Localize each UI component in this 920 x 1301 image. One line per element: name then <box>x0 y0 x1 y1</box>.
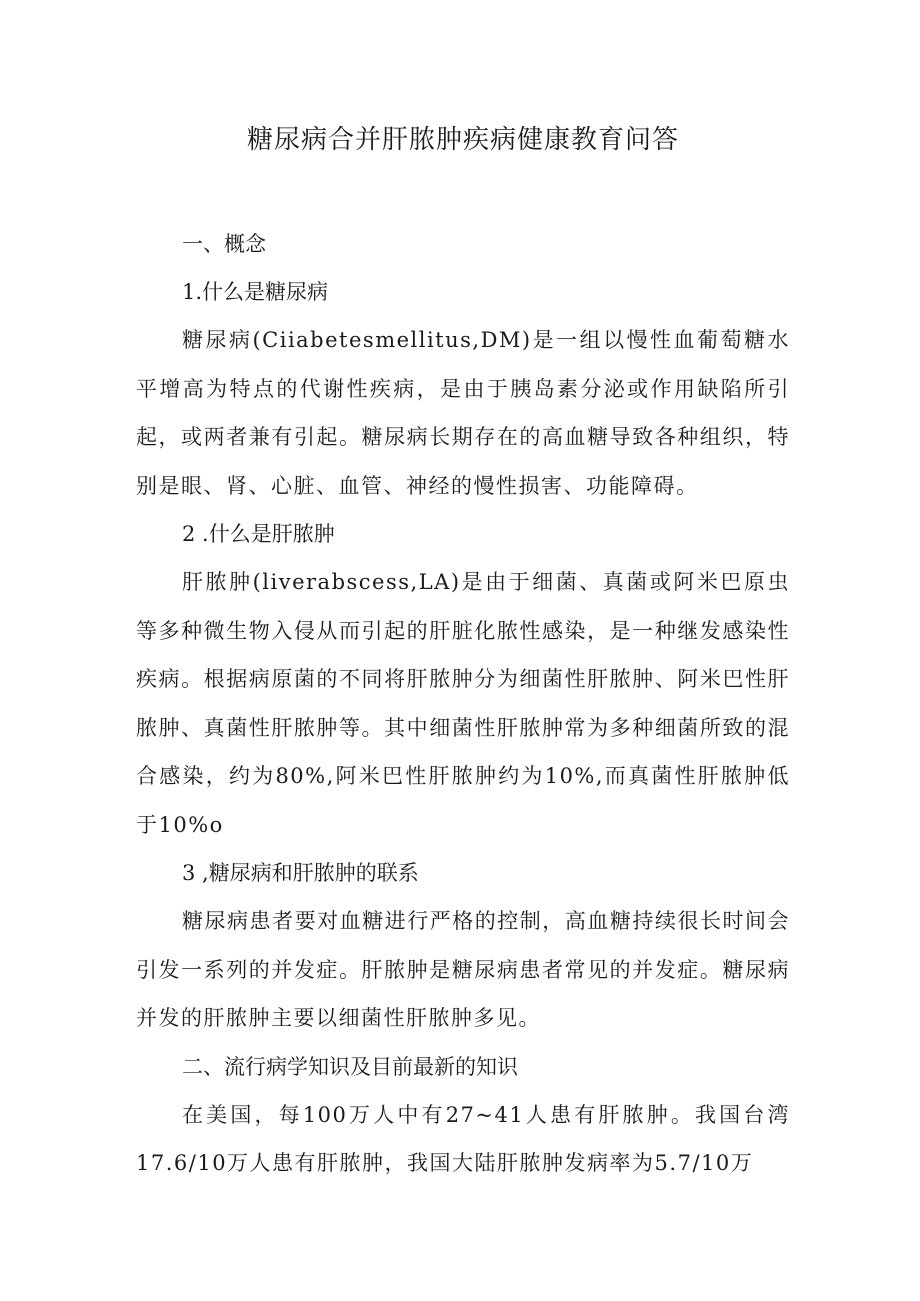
paragraph-liver-abscess-definition: 肝脓肿(liverabscess,LA)是由于细菌、真菌或阿米巴原虫等多种微生物入侵从而引起的肝脏化脓性感染，是一种继发感染性疾病。根据病原菌的不同将肝脓肿分为细菌性肝脓肿、阿米巴性肝脓肿、真菌性肝脓肿等。其中细菌性肝脓肿常为多种细菌所致的混合感染，约为80%,阿米巴性肝脓肿约为10%,而真菌性肝脓肿低于10%o <box>136 570 790 837</box>
question-heading-diabetes: 1.什么是糖尿病 <box>182 280 329 304</box>
document-title: 糖尿病合并肝脓肿疾病健康教育问答 <box>246 125 679 155</box>
paragraph-diabetes-definition: 糖尿病(Ciiabetesmellitus,DM)是一组以慢性血葡萄糖水平增高为特点的代谢性疾病，是由于胰岛素分泌或作用缺陷所引起，或两者兼有引起。糖尿病长期存在的高血糖导致各种组织，特别是眼、肾、心脏、血管、神经的慢性损害、功能障碍。 <box>136 328 790 498</box>
paragraph-relationship: 糖尿病患者要对血糖进行严格的控制，高血糖持续很长时间会引发一系列的并发症。肝脓肿是糖尿病患者常见的并发症。糖尿病并发的肝脓肿主要以细菌性肝脓肿多见。 <box>136 909 790 1030</box>
question-heading-liver-abscess: 2 .什么是肝脓肿 <box>182 522 335 546</box>
question-heading-relationship: 3 ,糖尿病和肝脓肿的联系 <box>182 861 419 885</box>
paragraph-epidemiology: 在美国，每100万人中有27~41人患有肝脓肿。我国台湾17.6/10万人患有肝脓肿，我国大陆肝脓肿发病率为5.7/10万 <box>136 1102 790 1175</box>
section-heading-concepts: 一、概念 <box>182 232 266 256</box>
section-heading-epidemiology: 二、流行病学知识及目前最新的知识 <box>182 1054 518 1079</box>
